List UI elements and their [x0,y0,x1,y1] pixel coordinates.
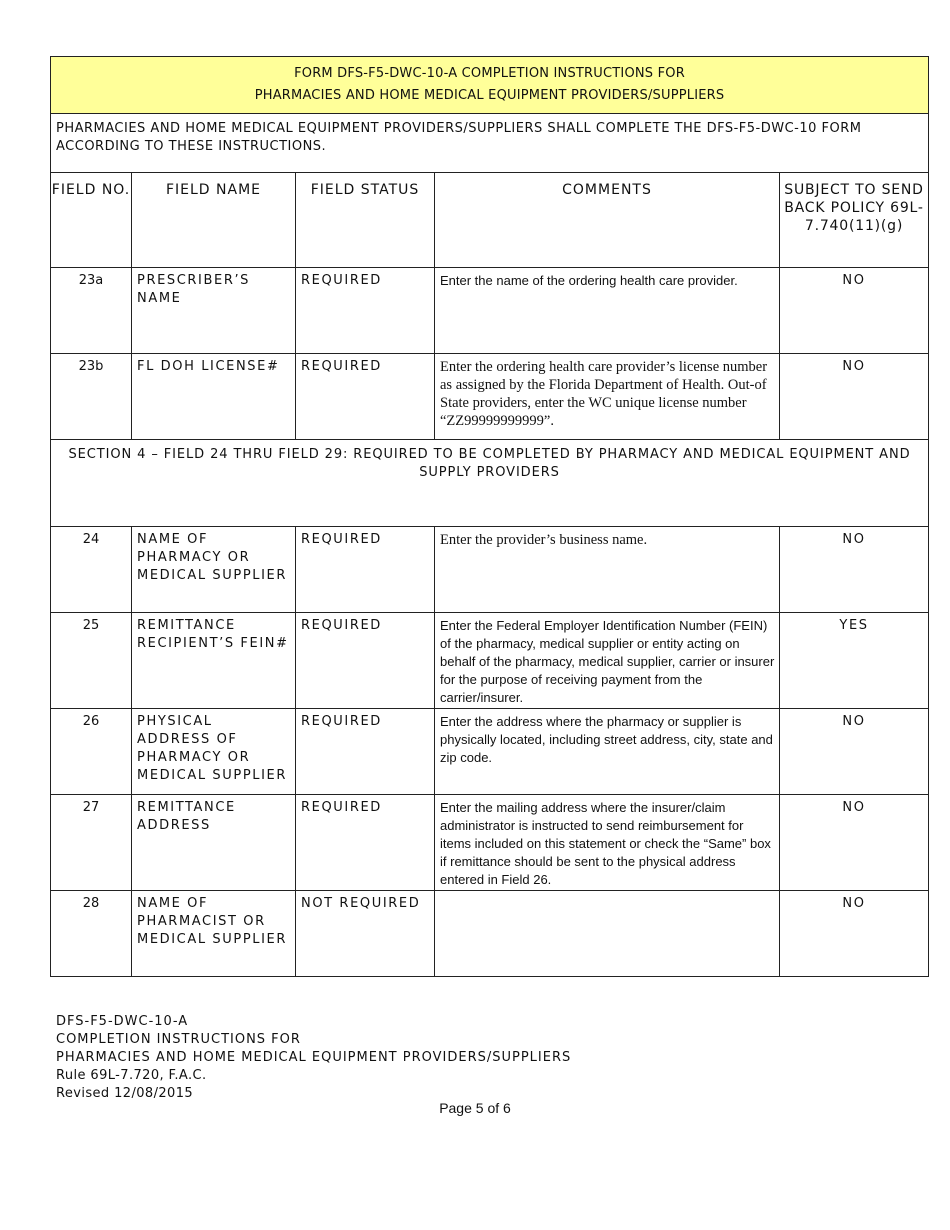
section-4-heading: SECTION 4 – FIELD 24 THRU FIELD 29: REQUIRED TO BE COMPLETED BY PHARMACY AND MEDICAL EQUIPMENT AND SUPPLY PROVIDERS [51,440,929,527]
send-back-value: NO [780,268,929,354]
form-title-line-2: PHARMACIES AND HOME MEDICAL EQUIPMENT PROVIDERS/SUPPLIERS [254,88,725,103]
footer-revised-date: Revised 12/08/2015 [56,1086,194,1101]
field-status: REQUIRED [296,268,435,354]
field-comments: Enter the Federal Employer Identification Number (FEIN) of the pharmacy, medical supplier or entity acting on behalf of the pharmacy, medical supplier, carrier or insurer for the purpose of receiving payment from the carrier/insurer. [435,613,780,709]
field-no: 23a [51,268,132,354]
field-status: REQUIRED [296,613,435,709]
footer-line-3: PHARMACIES AND HOME MEDICAL EQUIPMENT PROVIDERS/SUPPLIERS [56,1050,572,1065]
instructions-table [50,56,929,977]
table-row [51,709,929,795]
table-row [51,795,929,891]
send-back-value: NO [780,891,929,977]
field-name: REMITTANCE ADDRESS [132,795,296,891]
footer-rule: Rule 69L-7.720, F.A.C. [56,1068,207,1083]
column-header-row [51,173,929,268]
table-row [51,354,929,440]
footer-line-2: COMPLETION INSTRUCTIONS FOR [56,1032,301,1047]
field-no: 25 [51,613,132,709]
field-comments: Enter the name of the ordering health care provider. [435,268,780,354]
send-back-value: NO [780,527,929,613]
field-comments: Enter the provider’s business name. [435,527,780,613]
send-back-value: NO [780,709,929,795]
table-row [51,268,929,354]
field-name: REMITTANCE RECIPIENT’S FEIN# [132,613,296,709]
table-row [51,527,929,613]
form-title [51,57,929,114]
table-row [51,891,929,977]
header-field-no: FIELD NO. [51,173,132,268]
header-field-name: FIELD NAME [132,173,296,268]
header-comments: COMMENTS [435,173,780,268]
field-status: REQUIRED [296,709,435,795]
field-status: NOT REQUIRED [296,891,435,977]
field-no: 26 [51,709,132,795]
field-name: PRESCRIBER’S NAME [132,268,296,354]
field-no: 24 [51,527,132,613]
field-status: REQUIRED [296,795,435,891]
form-title-line-1: FORM DFS-F5-DWC-10-A COMPLETION INSTRUCTIONS FOR [294,66,685,81]
field-status: REQUIRED [296,527,435,613]
send-back-value: NO [780,354,929,440]
field-comments: Enter the address where the pharmacy or supplier is physically located, including street address, city, state and zip code. [435,709,780,795]
field-no: 27 [51,795,132,891]
field-no: 28 [51,891,132,977]
intro-text: PHARMACIES AND HOME MEDICAL EQUIPMENT PROVIDERS/SUPPLIERS SHALL COMPLETE THE DFS-F5-DWC-10 FORM ACCORDING TO THESE INSTRUCTIONS. [51,114,929,173]
field-name: NAME OF PHARMACY OR MEDICAL SUPPLIER [132,527,296,613]
field-comments [435,891,780,977]
field-status: REQUIRED [296,354,435,440]
footer-form-id: DFS-F5-DWC-10-A [56,1014,189,1029]
header-send-back-policy: SUBJECT TO SEND BACK POLICY 69L-7.740(11)(g) [780,173,929,268]
field-name: NAME OF PHARMACIST OR MEDICAL SUPPLIER [132,891,296,977]
send-back-value: NO [780,795,929,891]
table-row [51,613,929,709]
send-back-value: YES [780,613,929,709]
field-comments: Enter the mailing address where the insurer/claim administrator is instructed to send reimbursement for items included on this statement or check the “Same” box if remittance should be sent to the physical address entered in Field 26. [435,795,780,891]
page-footer [56,1013,571,1103]
field-comments: Enter the ordering health care provider’s license number as assigned by the Florida Department of Health. Out-of State providers, enter the WC unique license number “ZZ99999999999”. [435,354,780,440]
field-name: PHYSICAL ADDRESS OF PHARMACY OR MEDICAL SUPPLIER [132,709,296,795]
field-name: FL DOH LICENSE# [132,354,296,440]
page-number: Page 5 of 6 [439,1100,511,1116]
field-no: 23b [51,354,132,440]
header-field-status: FIELD STATUS [296,173,435,268]
